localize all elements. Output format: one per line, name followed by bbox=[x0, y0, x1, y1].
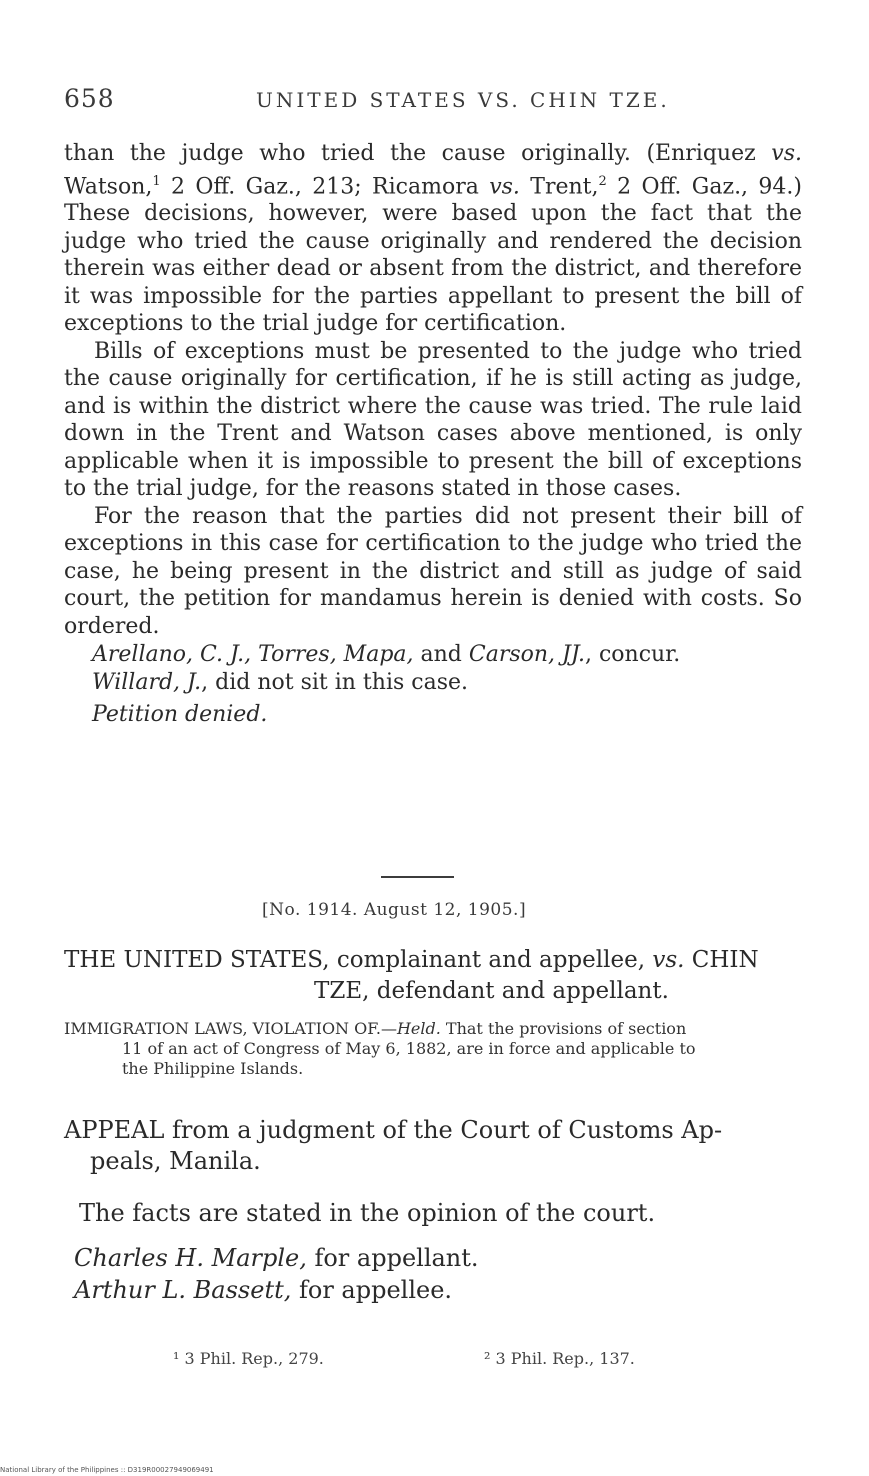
p1-text-a: than the judge who tried the cause originally. (Enriquez bbox=[64, 141, 772, 166]
paragraph-1 bbox=[64, 140, 802, 338]
syllabus-text-b: 11 of an act of Congress of May 6, 1882, are in force and applicable to bbox=[122, 1039, 696, 1058]
page-number: 658 bbox=[64, 84, 115, 113]
p1-vs-2: vs. bbox=[489, 173, 520, 199]
caption-part-c: TZE, defendant and appellant. bbox=[314, 978, 669, 1004]
counsel-appellee bbox=[74, 1274, 479, 1306]
appeal-statement bbox=[64, 1115, 798, 1177]
section-divider bbox=[381, 876, 454, 878]
facts-statement: The facts are stated in the opinion of the court. bbox=[79, 1199, 656, 1227]
p1-text-d: Trent, bbox=[519, 173, 599, 199]
opinion-body bbox=[64, 140, 802, 730]
p1-text-b: Watson, bbox=[64, 173, 153, 199]
caption-part-b: CHIN bbox=[684, 947, 759, 973]
willard-line bbox=[64, 668, 802, 698]
counsel-appellant bbox=[74, 1242, 479, 1274]
concur-end: , concur. bbox=[584, 642, 681, 668]
syllabus-heading: IMMIGRATION LAWS, VIOLATION OF.— bbox=[64, 1019, 397, 1038]
p1-text-c: 2 Off. Gaz., 213; Ricamora bbox=[160, 173, 490, 199]
running-title: UNITED STATES VS. CHIN TZE. bbox=[256, 88, 670, 112]
appeal-line-2: peals, Manila. bbox=[90, 1147, 261, 1175]
case-number: [No. 1914. August 12, 1905.] bbox=[262, 900, 527, 920]
willard-name: Willard, J. bbox=[92, 670, 202, 696]
footnote-2: ² 3 Phil. Rep., 137. bbox=[484, 1349, 635, 1368]
paragraph-2: Bills of exceptions must be presented to the judge who tried the cause originally for certification, if he is still acting as judge, and is within the district where the cause was tried. The rule laid down in the Trent and Watson cases above mentioned, is only applicable when it is impossible to present the bill of exceptions to the trial judge, for the reasons stated in those cases. bbox=[64, 338, 802, 502]
p1-text-e: 2 Off. Gaz., 94.) These decisions, however, were based upon the fact that the judge who tried the cause originally and rendered the decision therein was either dead or absent from the district, and therefore it was impossible for the parties appellant to present the bill of exceptions to the trial judge for certification. bbox=[64, 173, 802, 337]
willard-note: , did not sit in this case. bbox=[201, 670, 468, 696]
footnote-ref-2: 2 bbox=[598, 173, 607, 189]
appellant-role: for appellant. bbox=[306, 1244, 479, 1272]
syllabus-held: Held. bbox=[396, 1019, 441, 1038]
concurring-justices: Arellano, C. J., Torres, Mapa, bbox=[92, 642, 414, 668]
counsel-list bbox=[74, 1242, 479, 1306]
concurring-carson: Carson, JJ. bbox=[468, 642, 585, 668]
appellee-counsel-name: Arthur L. Bassett, bbox=[74, 1276, 292, 1304]
appellant-counsel-name: Charles H. Marple, bbox=[74, 1244, 307, 1272]
concur-and: and bbox=[413, 642, 469, 668]
concurrence-line bbox=[64, 640, 802, 670]
disposition: Petition denied. bbox=[92, 702, 268, 728]
footnote-1: ¹ 3 Phil. Rep., 279. bbox=[173, 1349, 324, 1368]
appeal-line-1: APPEAL from a judgment of the Court of Customs Ap- bbox=[64, 1116, 723, 1144]
caption-vs: vs. bbox=[652, 947, 685, 973]
p1-vs-1: vs. bbox=[771, 141, 802, 166]
syllabus-text-c: the Philippine Islands. bbox=[122, 1059, 304, 1078]
footnote-ref-1: 1 bbox=[152, 173, 161, 189]
syllabus bbox=[64, 1019, 798, 1079]
syllabus-text-a: That the provisions of section bbox=[440, 1019, 687, 1038]
page-header bbox=[64, 84, 824, 124]
appellee-role: for appellee. bbox=[291, 1276, 453, 1304]
library-imprint: National Library of the Philippines :: D319R00027949069491 bbox=[0, 1466, 214, 1474]
case-caption bbox=[64, 945, 802, 1007]
caption-part-a: THE UNITED STATES, complainant and appellee, bbox=[64, 947, 653, 973]
paragraph-3: For the reason that the parties did not present their bill of exceptions in this case for certification to the judge who tried the case, he being present in the district and still as judge of said court, the petition for mandamus herein is denied with costs. So ordered. bbox=[64, 503, 802, 639]
